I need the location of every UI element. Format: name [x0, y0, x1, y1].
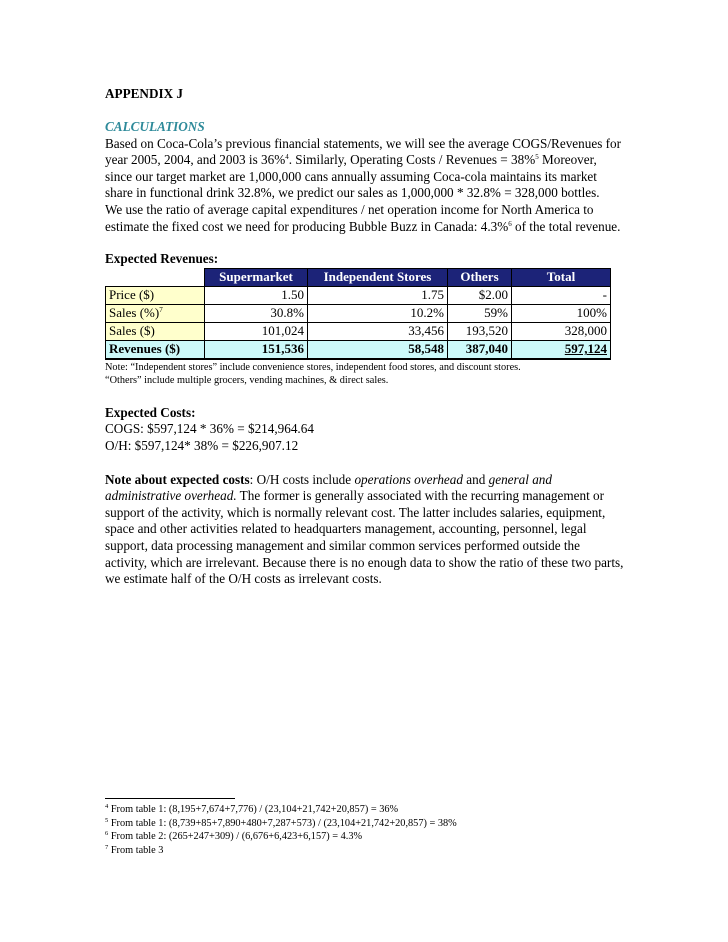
footnote-ref-5: 5: [535, 153, 539, 162]
footnote: $^4$ From table 1: (8,195+7,674+7,776) / (23,104+21,742+20,857) = 36%: [105, 803, 399, 815]
table-cell: 100%: [512, 304, 611, 322]
table-cell: 1.50: [205, 286, 308, 304]
table-row-revenues: [106, 340, 611, 359]
table-cell: 30.8%: [205, 304, 308, 322]
row-label: Price ($): [106, 286, 205, 304]
total-revenue-value: 597,124: [564, 341, 607, 357]
column-header: Supermarket: [205, 268, 308, 286]
revenue-table: [105, 268, 611, 360]
footnote-ref-4: 4: [285, 153, 289, 162]
calculations-title: CALCULATIONS: [105, 119, 205, 134]
appendix-title: APPENDIX J: [105, 86, 184, 101]
footnote-ref-7: 7: [159, 306, 163, 315]
document-body: [105, 86, 625, 588]
row-label: Revenues ($): [106, 340, 205, 359]
row-label: Sales ($): [106, 322, 205, 340]
footnote: $^6$ From table 2: (265+247+309) / (6,676+6,423+6,157) = 4.3%: [105, 830, 363, 843]
footnote-ref-6: 6: [508, 219, 512, 228]
footnote: $^5$ From table 1: (8,739+85+7,890+480+7,287+573) / (23,104+21,742+20,857) = 38%: [105, 816, 457, 829]
table-cell: [512, 340, 611, 359]
calculations-paragraph-2: We use the ratio of average capital expenditures / net operation income for North America to estimate the fixed cost we need for producing Bubble Buzz in Canada: 4.3%$^6$ of the total revenue.: [105, 201, 621, 234]
column-header: Total: [512, 268, 611, 286]
oh-line: O/H: $597,124* 38% = $226,907.12: [105, 437, 299, 453]
footnote: $^7$ From table 3: [105, 843, 164, 856]
table-cell: 1.75: [308, 286, 448, 304]
expected-revenues-title: Expected Revenues:: [105, 251, 219, 267]
table-row: [106, 286, 611, 304]
revenue-note-1: Note: “Independent stores” include convenience stores, independent food stores, and discount stores.: [105, 361, 521, 373]
calculations-paragraph-1: Based on Coca-Cola’s previous financial statements, we will see the average COGS/Revenues for year 2005, 2004, and 2003 is 36%$^4$. Similarly, Operating Costs / Revenues = 38%$^5$ Moreover, since our target market are 1,000,000 cans annually assuming Coca-cola maintains its market share in functional drink 32.8%, we predict our sales as 1,000,000 * 32.8% = 328,000 bottles.: [105, 135, 621, 201]
footnote-divider: [105, 798, 235, 799]
table-cell: 59%: [448, 304, 512, 322]
table-cell: $2.00: [448, 286, 512, 304]
table-cell: 387,040: [448, 340, 512, 359]
table-cell: 33,456: [308, 322, 448, 340]
revenue-note-2: “Others” include multiple grocers, vending machines, & direct sales.: [105, 375, 389, 387]
header-blank-cell: [106, 268, 205, 286]
table-cell: 10.2%: [308, 304, 448, 322]
revenue-table-header: [106, 268, 611, 286]
column-header: Others: [448, 268, 512, 286]
cogs-line: COGS: $597,124 * 36% = $214,964.64: [105, 421, 314, 437]
note-about-costs: Note about expected costs: O/H costs include operations overhead and general and administrative overhead. The former is generally associated with the recurring management or support of the activity, which is normally relevant cost. The latter includes salaries, equipment, space and other activities related to headquarters management, accounting, personnel, legal support, data processing management and similar common services performed outside the activity, which are irrelevant. Because there is no enough data to show the ratio of these two parts, we estimate half of the O/H costs as irrelevant costs.: [105, 471, 624, 587]
table-row: [106, 322, 611, 340]
column-header: Independent Stores: [308, 268, 448, 286]
table-cell: 58,548: [308, 340, 448, 359]
table-cell: 101,024: [205, 322, 308, 340]
table-cell: 328,000: [512, 322, 611, 340]
note-lead: Note about expected costs: [105, 471, 250, 487]
footnotes: [105, 798, 625, 857]
row-label: Sales (%)$^7$: [106, 304, 205, 322]
table-cell: 193,520: [448, 322, 512, 340]
table-cell: 151,536: [205, 340, 308, 359]
table-cell: -: [512, 286, 611, 304]
table-row: [106, 304, 611, 322]
expected-costs-title: Expected Costs:: [105, 404, 196, 420]
